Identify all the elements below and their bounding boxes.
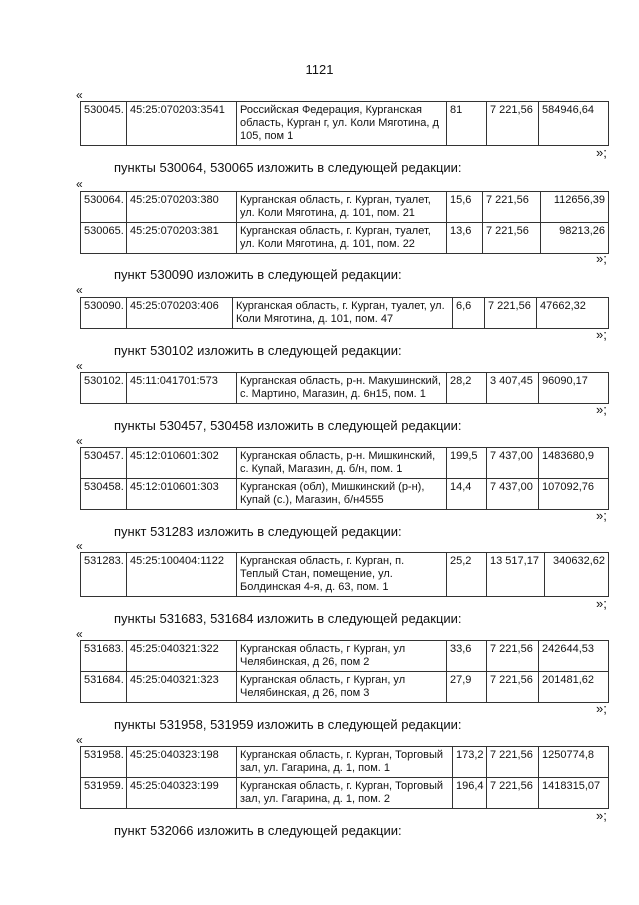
cadastral-number: 45:25:040321:322 xyxy=(127,641,237,672)
table-row xyxy=(81,373,609,404)
table-row xyxy=(81,641,609,672)
quote-open: « xyxy=(76,283,83,297)
rate: 7 221,56 xyxy=(483,192,541,223)
rate: 7 221,56 xyxy=(483,223,541,254)
cadastral-number: 45:25:040323:199 xyxy=(127,778,237,809)
quote-open: « xyxy=(76,434,83,448)
area: 199,5 xyxy=(447,448,487,479)
quote-open: « xyxy=(76,88,83,102)
area: 173,2 xyxy=(453,747,487,778)
section-heading: пункты 531958, 531959 изложить в следующей редакции: xyxy=(114,717,462,732)
quote-close: »; xyxy=(596,508,607,523)
rate: 7 221,56 xyxy=(487,672,539,703)
address: Курганская область, р-н. Макушинский, с. Мартино, Магазин, д. 6н15, пом. 1 xyxy=(237,373,447,404)
address: Курганская область, г. Курган, туалет, ул. Коли Мяготина, д. 101, пом. 47 xyxy=(233,298,453,329)
address: Курганская область, г. Курган, туалет, ул. Коли Мяготина, д. 101, пом. 22 xyxy=(237,223,447,254)
address: Курганская область, р-н. Мишкинский, с. Купай, Магазин, д. б/н, пом. 1 xyxy=(237,448,447,479)
total-value: 1483680,9 xyxy=(539,448,609,479)
total-value: 96090,17 xyxy=(539,373,609,404)
record-table xyxy=(80,552,609,597)
address: Курганская область, г. Курган, Торговый зал, ул. Гагарина, д. 1, пом. 2 xyxy=(237,778,453,809)
area: 13,6 xyxy=(447,223,483,254)
table-row xyxy=(81,223,609,254)
record-table xyxy=(80,372,609,404)
item-number: 531684. xyxy=(81,672,127,703)
rate: 7 221,56 xyxy=(487,641,539,672)
item-number: 531959. xyxy=(81,778,127,809)
rate: 7 221,56 xyxy=(487,747,539,778)
table-row xyxy=(81,553,609,597)
item-number: 530064. xyxy=(81,192,127,223)
quote-open: « xyxy=(76,177,83,191)
address: Курганская (обл), Мишкинский (р-н), Купай (с.), Магазин, б/н4555 xyxy=(237,479,447,510)
total-value: 1418315,07 xyxy=(539,778,609,809)
rate: 7 221,56 xyxy=(485,298,537,329)
total-value: 584946,64 xyxy=(539,102,609,146)
record-table xyxy=(80,640,609,703)
record-table xyxy=(80,447,609,510)
item-number: 530090. xyxy=(81,298,127,329)
rate: 3 407,45 xyxy=(487,373,539,404)
record-table xyxy=(80,101,609,146)
section-heading: пункт 530090 изложить в следующей редакции: xyxy=(114,267,402,282)
table-row xyxy=(81,448,609,479)
address: Курганская область, г. Курган, п. Теплый Стан, помещение, ул. Болдинская 4-я, д. 63, пом. 1 xyxy=(237,553,447,597)
section-heading: пункты 530457, 530458 изложить в следующей редакции: xyxy=(114,418,462,433)
area: 28,2 xyxy=(447,373,487,404)
quote-close: »; xyxy=(596,145,607,160)
cadastral-number: 45:25:070203:406 xyxy=(127,298,233,329)
table-row xyxy=(81,298,609,329)
section-heading: пункты 530064, 530065 изложить в следующей редакции: xyxy=(114,160,462,175)
cadastral-number: 45:12:010601:302 xyxy=(127,448,237,479)
quote-open: « xyxy=(76,539,83,553)
total-value: 47662,32 xyxy=(537,298,609,329)
total-value: 201481,62 xyxy=(539,672,609,703)
rate: 7 437,00 xyxy=(487,448,539,479)
total-value: 107092,76 xyxy=(539,479,609,510)
address: Курганская область, г. Курган, Торговый зал, ул. Гагарина, д. 1, пом. 1 xyxy=(237,747,453,778)
cadastral-number: 45:25:100404:1122 xyxy=(127,553,237,597)
quote-close: »; xyxy=(596,251,607,266)
area: 6,6 xyxy=(453,298,485,329)
item-number: 530458. xyxy=(81,479,127,510)
quote-open: « xyxy=(76,627,83,641)
address: Курганская область, г Курган, ул Челябинская, д 26, пом 2 xyxy=(237,641,447,672)
total-value: 1250774,8 xyxy=(539,747,609,778)
quote-open: « xyxy=(76,733,83,747)
item-number: 531958. xyxy=(81,747,127,778)
rate: 7 221,56 xyxy=(487,102,539,146)
total-value: 98213,26 xyxy=(541,223,609,254)
quote-close: »; xyxy=(596,701,607,716)
area: 15,6 xyxy=(447,192,483,223)
rate: 7 437,00 xyxy=(487,479,539,510)
item-number: 530102. xyxy=(81,373,127,404)
cadastral-number: 45:25:070203:3541 xyxy=(127,102,237,146)
area: 196,4 xyxy=(453,778,487,809)
cadastral-number: 45:25:070203:380 xyxy=(127,192,237,223)
quote-open: « xyxy=(76,359,83,373)
section-heading: пункт 530102 изложить в следующей редакции: xyxy=(114,343,402,358)
section-heading: пункт 532066 изложить в следующей редакции: xyxy=(114,823,402,838)
area: 33,6 xyxy=(447,641,487,672)
record-table xyxy=(80,746,609,809)
record-table xyxy=(80,297,609,329)
rate: 13 517,17 xyxy=(487,553,545,597)
table-row xyxy=(81,747,609,778)
item-number: 530065. xyxy=(81,223,127,254)
address: Курганская область, г Курган, ул Челябинская, д 26, пом 3 xyxy=(237,672,447,703)
cadastral-number: 45:25:040323:198 xyxy=(127,747,237,778)
address: Курганская область, г. Курган, туалет, ул. Коли Мяготина, д. 101, пом. 21 xyxy=(237,192,447,223)
record-table xyxy=(80,191,609,254)
table-row xyxy=(81,479,609,510)
table-row xyxy=(81,102,609,146)
quote-close: »; xyxy=(596,596,607,611)
area: 14,4 xyxy=(447,479,487,510)
cadastral-number: 45:25:040321:323 xyxy=(127,672,237,703)
item-number: 531283. xyxy=(81,553,127,597)
item-number: 530045. xyxy=(81,102,127,146)
cadastral-number: 45:11:041701:573 xyxy=(127,373,237,404)
cadastral-number: 45:25:070203:381 xyxy=(127,223,237,254)
cadastral-number: 45:12:010601:303 xyxy=(127,479,237,510)
area: 25,2 xyxy=(447,553,487,597)
section-heading: пункты 531683, 531684 изложить в следующей редакции: xyxy=(114,611,462,626)
page-number: 1121 xyxy=(305,62,334,77)
quote-close: »; xyxy=(596,808,607,823)
address: Российская Федерация, Курганская область, Курган г, ул. Коли Мяготина, д 105, пом 1 xyxy=(237,102,447,146)
table-row xyxy=(81,778,609,809)
area: 27,9 xyxy=(447,672,487,703)
area: 81 xyxy=(447,102,487,146)
total-value: 340632,62 xyxy=(545,553,609,597)
quote-close: »; xyxy=(596,327,607,342)
rate: 7 221,56 xyxy=(487,778,539,809)
total-value: 112656,39 xyxy=(541,192,609,223)
section-heading: пункт 531283 изложить в следующей редакции: xyxy=(114,524,402,539)
table-row xyxy=(81,192,609,223)
table-row xyxy=(81,672,609,703)
total-value: 242644,53 xyxy=(539,641,609,672)
quote-close: »; xyxy=(596,402,607,417)
item-number: 530457. xyxy=(81,448,127,479)
item-number: 531683. xyxy=(81,641,127,672)
